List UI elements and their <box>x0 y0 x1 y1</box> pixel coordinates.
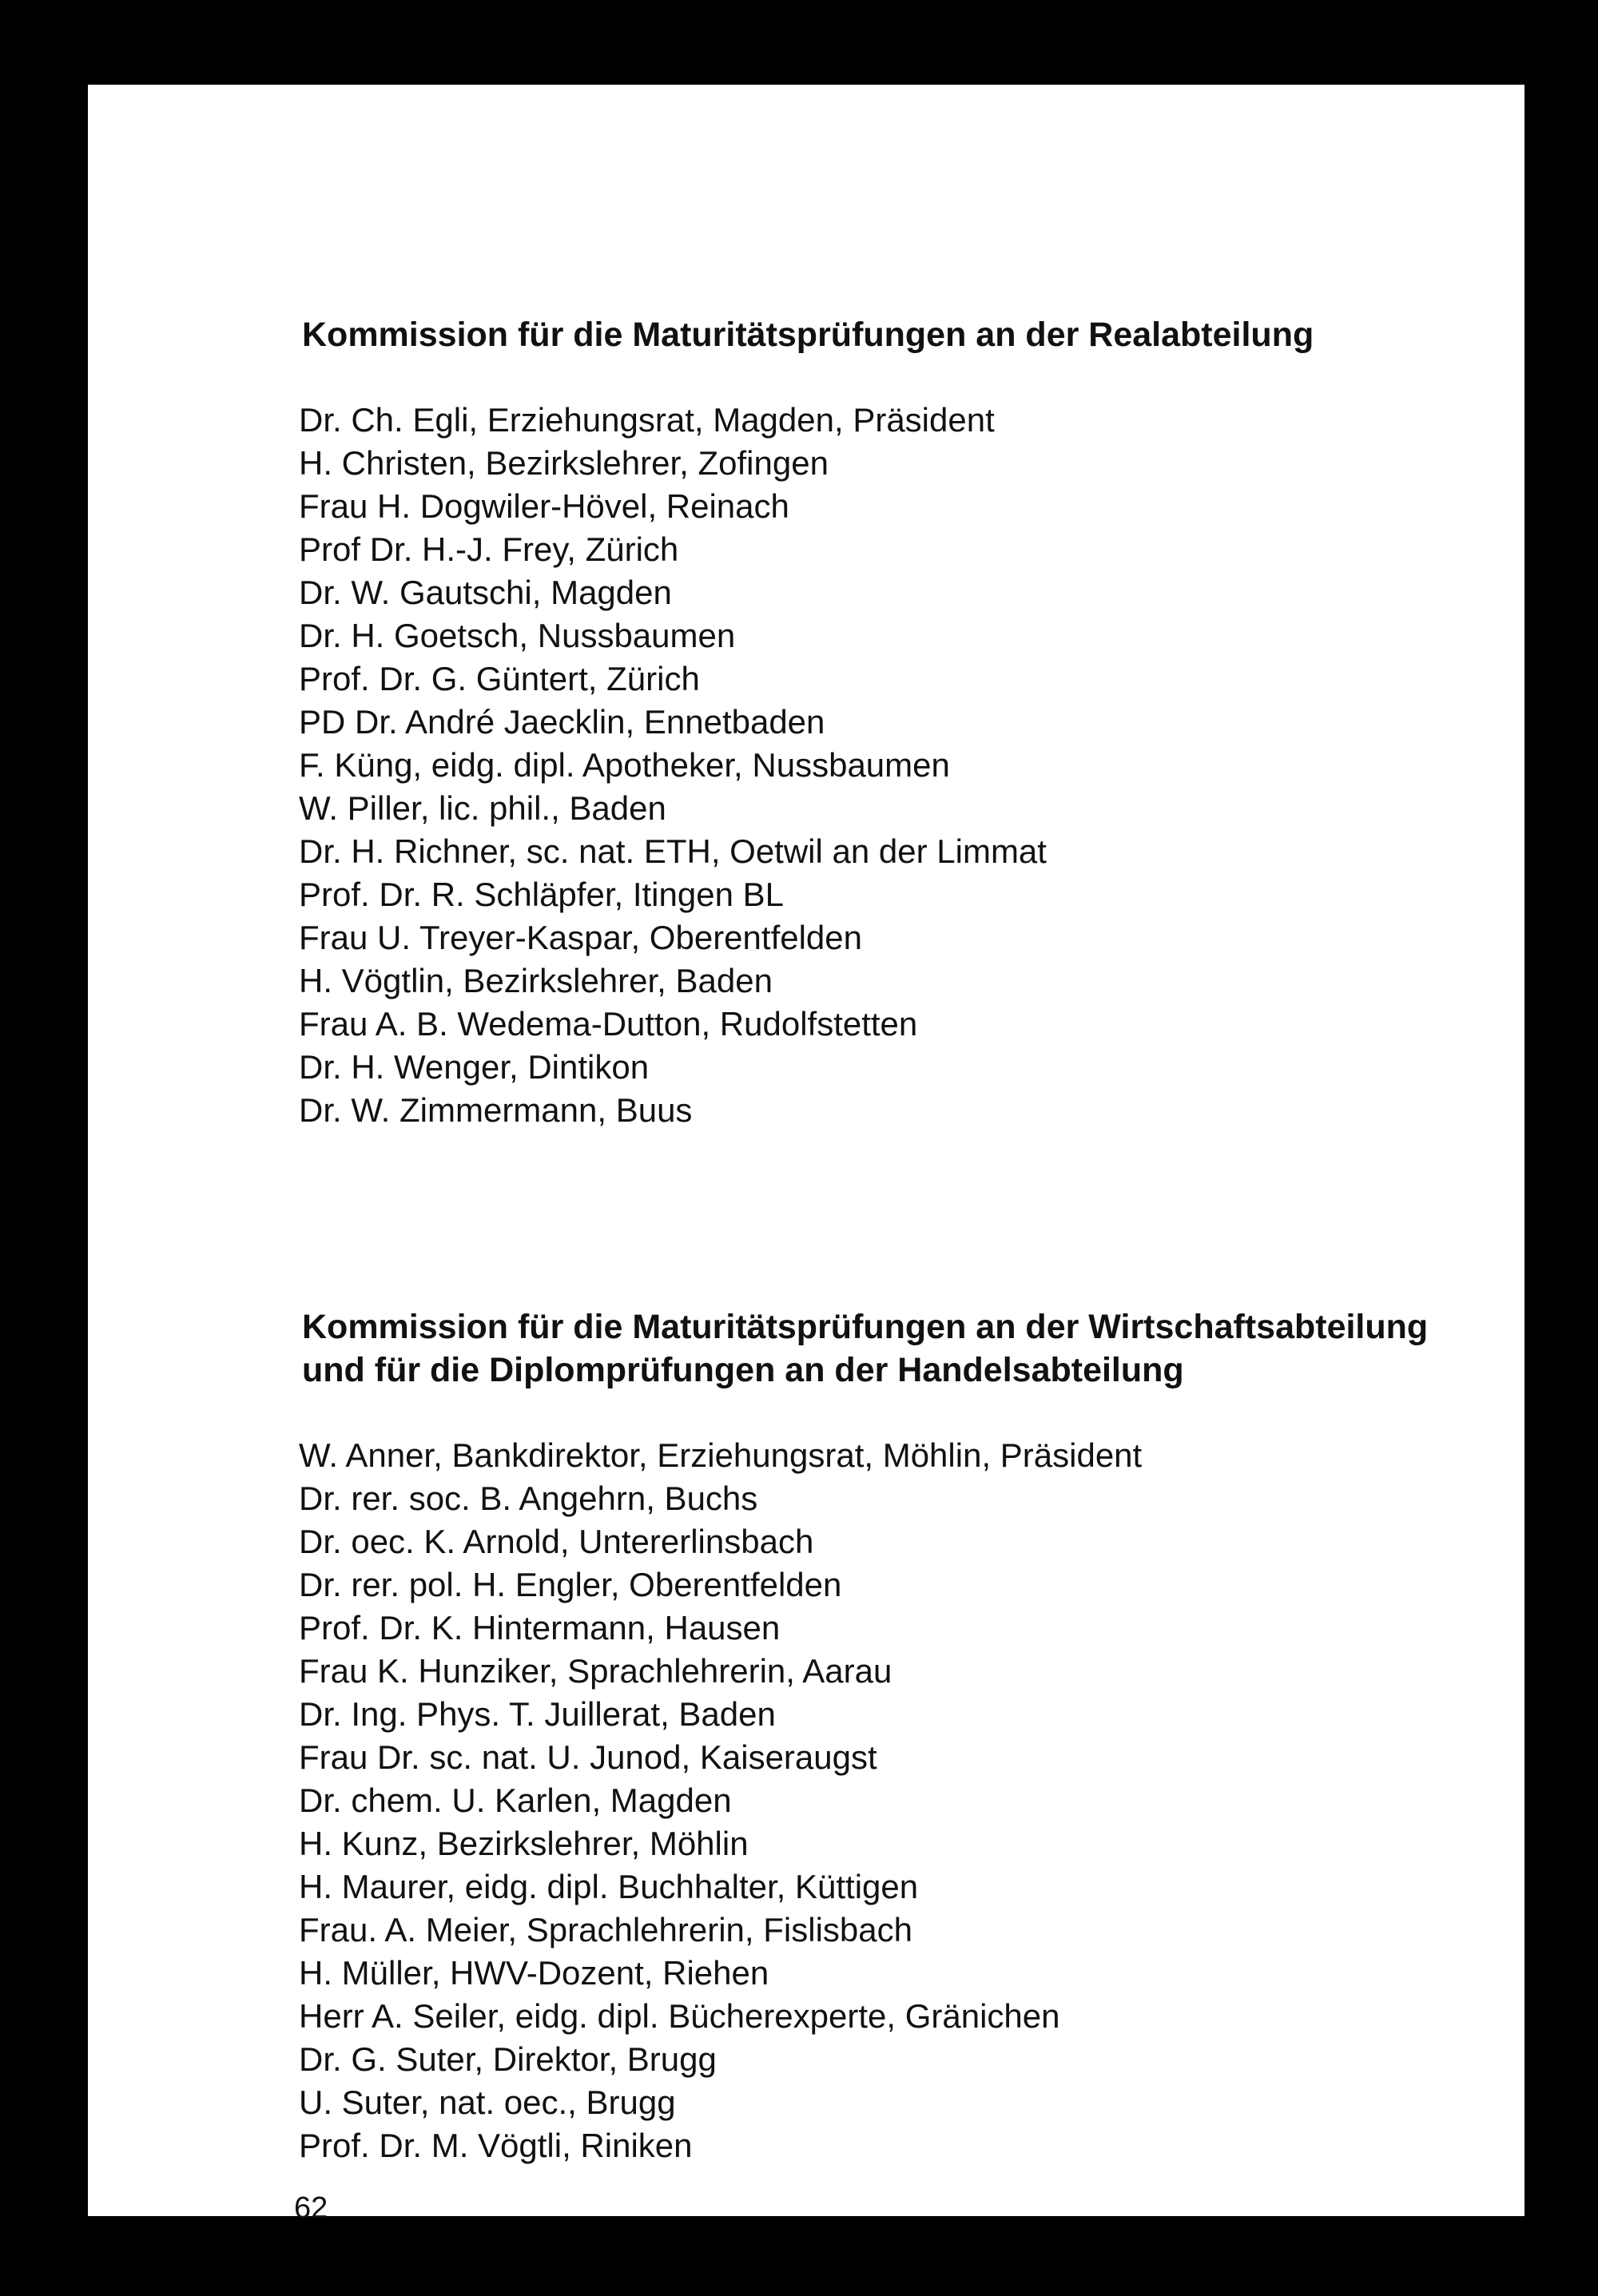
heading-line: Kommission für die Maturitätsprüfungen an der Wirtschaftsabteilung <box>302 1308 1429 1346</box>
list-item: Dr. rer. pol. H. Engler, Oberentfelden <box>299 1566 842 1603</box>
section-heading-realabteilung <box>302 313 1314 356</box>
list-item: H. Kunz, Bezirkslehrer, Möhlin <box>299 1825 749 1862</box>
document-page <box>88 85 1524 2225</box>
list-item: Prof. Dr. K. Hintermann, Hausen <box>299 1609 781 1647</box>
list-item: PD Dr. André Jaecklin, Ennetbaden <box>299 703 825 741</box>
list-item: H. Christen, Bezirkslehrer, Zofingen <box>299 444 829 482</box>
list-item: Dr. rer. soc. B. Angehrn, Buchs <box>299 1480 758 1517</box>
list-item: Prof. Dr. R. Schläpfer, Itingen BL <box>299 876 784 913</box>
list-item: Dr. H. Goetsch, Nussbaumen <box>299 617 736 654</box>
list-item: Frau K. Hunziker, Sprachlehrerin, Aarau <box>299 1652 892 1690</box>
list-item: Prof. Dr. M. Vögtli, Riniken <box>299 2127 693 2164</box>
page-number: 62 <box>294 2191 328 2225</box>
list-item: H. Vögtlin, Bezirkslehrer, Baden <box>299 962 773 999</box>
list-item: Dr. chem. U. Karlen, Magden <box>299 1782 732 1819</box>
list-item: Dr. W. Zimmermann, Buus <box>299 1091 693 1129</box>
list-item: Herr A. Seiler, eidg. dipl. Bücherexperte, Gränichen <box>299 1997 1060 2035</box>
member-list-wirtschaftsabteilung <box>299 1434 1142 2167</box>
list-item: Frau A. B. Wedema-Dutton, Rudolfstetten <box>299 1005 918 1043</box>
list-item: Dr. H. Richner, sc. nat. ETH, Oetwil an der Limmat <box>299 832 1047 870</box>
list-item: W. Anner, Bankdirektor, Erziehungsrat, Möhlin, Präsident <box>299 1436 1143 1474</box>
list-item: Dr. Ing. Phys. T. Juillerat, Baden <box>299 1695 776 1733</box>
list-item: U. Suter, nat. oec., Brugg <box>299 2083 676 2121</box>
list-item: Prof. Dr. G. Güntert, Zürich <box>299 660 700 697</box>
list-item: Dr. H. Wenger, Dintikon <box>299 1048 650 1086</box>
list-item: Dr. oec. K. Arnold, Untererlinsbach <box>299 1523 814 1560</box>
list-item: Frau U. Treyer-Kaspar, Oberentfelden <box>299 919 862 956</box>
list-item: H. Müller, HWV-Dozent, Riehen <box>299 1954 769 1992</box>
list-item: F. Küng, eidg. dipl. Apotheker, Nussbaumen <box>299 746 950 784</box>
list-item: Dr. Ch. Egli, Erziehungsrat, Magden, Präsident <box>299 401 995 439</box>
section-heading-wirtschaftsabteilung <box>302 1305 1428 1392</box>
member-list-realabteilung <box>299 399 1047 1132</box>
heading-line: und für die Diplomprüfungen an der Handelsabteilung <box>302 1351 1184 1389</box>
list-item: Prof Dr. H.-J. Frey, Zürich <box>299 530 679 568</box>
list-item: W. Piller, lic. phil., Baden <box>299 789 666 827</box>
list-item: Frau. A. Meier, Sprachlehrerin, Fislisbach <box>299 1911 912 1948</box>
list-item: Dr. G. Suter, Direktor, Brugg <box>299 2040 717 2078</box>
list-item: H. Maurer, eidg. dipl. Buchhalter, Küttigen <box>299 1868 919 1905</box>
list-item: Frau H. Dogwiler-Hövel, Reinach <box>299 487 789 525</box>
heading-line: Kommission für die Maturitätsprüfungen an der Realabteilung <box>302 316 1314 354</box>
list-item: Dr. W. Gautschi, Magden <box>299 574 672 611</box>
list-item: Frau Dr. sc. nat. U. Junod, Kaiseraugst <box>299 1738 877 1776</box>
